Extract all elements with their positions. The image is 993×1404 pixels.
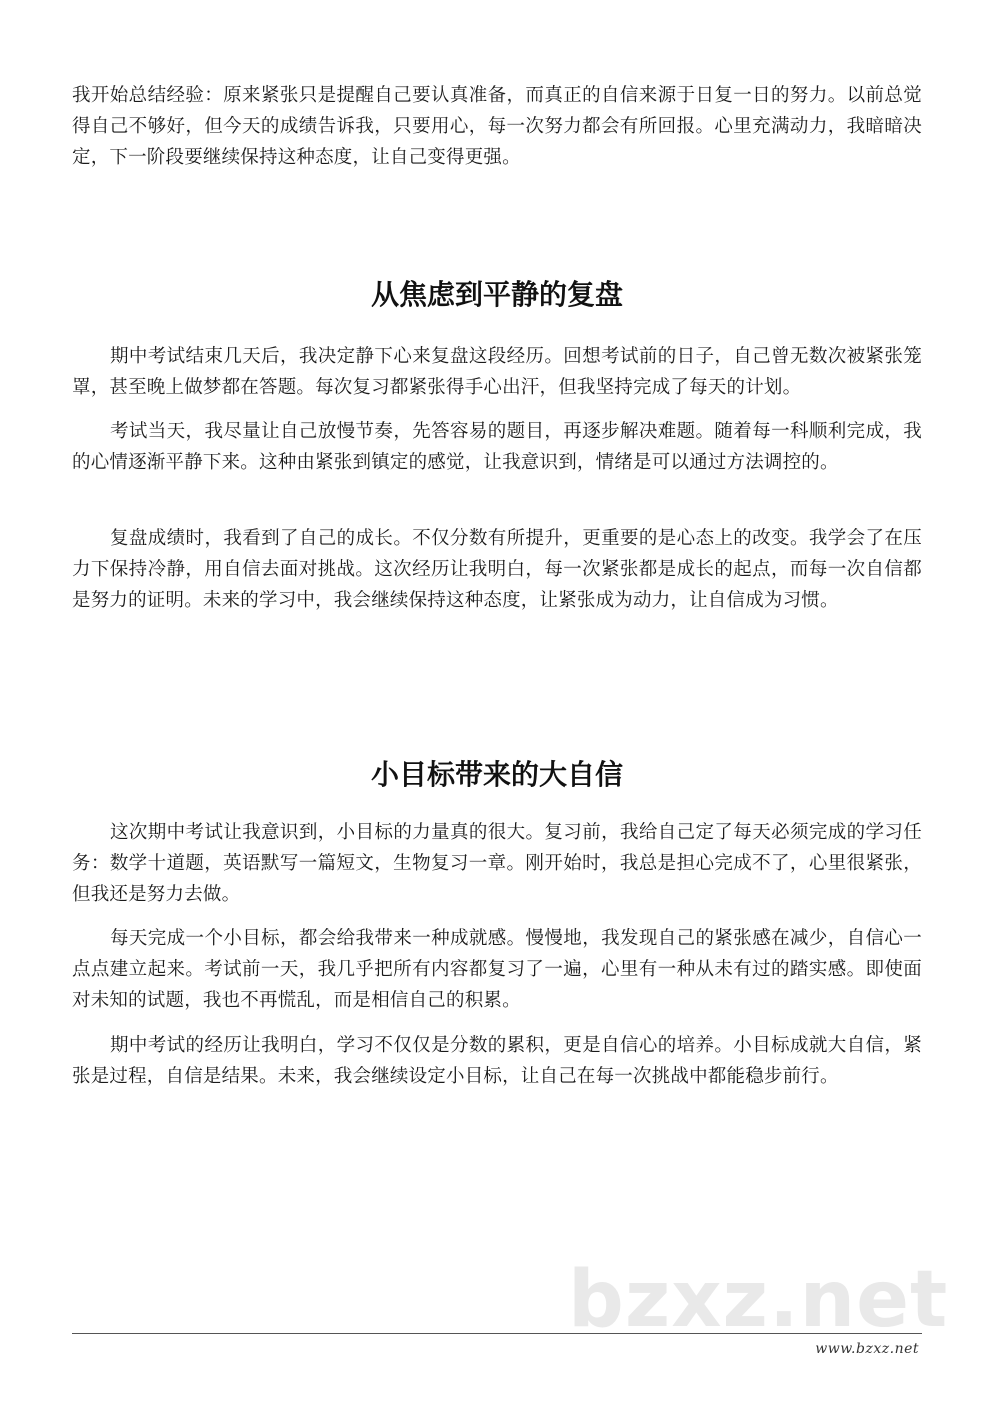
section2-paragraph-1: 这次期中考试让我意识到，小目标的力量真的很大。复习前，我给自己定了每天必须完成的学习任务：数学十道题，英语默写一篇短文，生物复习一章。刚开始时，我总是担心完成不了，心里很紧张，但我还是努力去做。 [72, 822, 922, 905]
footer-divider [72, 1333, 922, 1334]
section1-paragraph-1: 期中考试结束几天后，我决定静下心来复盘这段经历。回想考试前的日子，自己曾无数次被紧张笼罩，甚至晚上做梦都在答题。每次复习都紧张得手心出汗，但我坚持完成了每天的计划。 [72, 346, 922, 398]
site-watermark: bzxz.net [568, 1255, 949, 1345]
section2-paragraph-2: 每天完成一个小目标，都会给我带来一种成就感。慢慢地，我发现自己的紧张感在减少，自信心一点点建立起来。考试前一天，我几乎把所有内容都复习了一遍，心里有一种从未有过的踏实感。即使面对未知的试题，我也不再慌乱，而是相信自己的积累。 [72, 928, 922, 1011]
section1-paragraph-3: 复盘成绩时，我看到了自己的成长。不仅分数有所提升，更重要的是心态上的改变。我学会了在压力下保持冷静，用自信去面对挑战。这次经历让我明白，每一次紧张都是成长的起点，而每一次自信都是努力的证明。未来的学习中，我会继续保持这种态度，让紧张成为动力，让自信成为习惯。 [72, 528, 922, 611]
section1-paragraph-2: 考试当天，我尽量让自己放慢节奏，先答容易的题目，再逐步解决难题。随着每一科顺利完成，我的心情逐渐平静下来。这种由紧张到镇定的感觉，让我意识到，情绪是可以通过方法调控的。 [72, 421, 922, 473]
intro-paragraph: 我开始总结经验：原来紧张只是提醒自己要认真准备，而真正的自信来源于日复一日的努力。以前总觉得自己不够好，但今天的成绩告诉我，只要用心，每一次努力都会有所回报。心里充满动力，我暗暗决定，下一阶段要继续保持这种态度，让自己变得更强。 [72, 85, 922, 168]
footer-url: www.bzxz.net [815, 1341, 919, 1357]
section2-paragraph-3: 期中考试的经历让我明白，学习不仅仅是分数的累积，更是自信心的培养。小目标成就大自信，紧张是过程，自信是结果。未来，我会继续设定小目标，让自己在每一次挑战中都能稳步前行。 [72, 1035, 922, 1087]
section-title-review: 从焦虑到平静的复盘 [370, 278, 623, 311]
section-title-small-goals: 小目标带来的大自信 [370, 758, 623, 791]
